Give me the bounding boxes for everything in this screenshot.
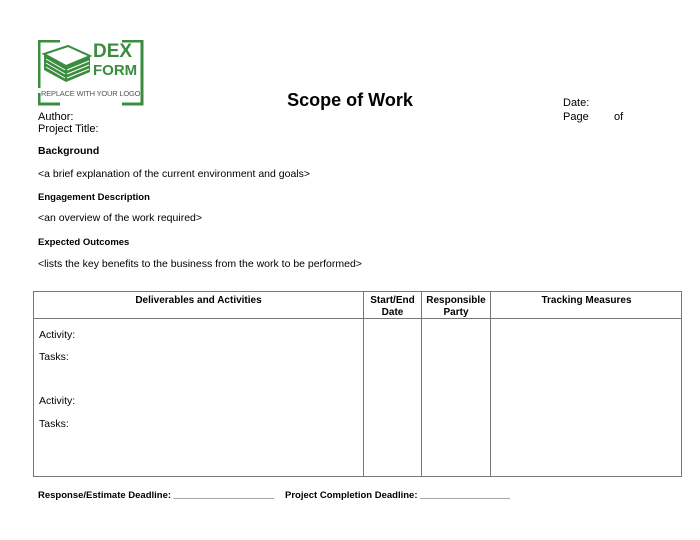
background-heading: Background: [38, 145, 100, 157]
paper-stack-icon: [44, 46, 90, 82]
logo-text-form: FORM: [93, 62, 138, 79]
header-party-line2: Party: [443, 307, 469, 318]
logo-text-dex: DEX: [93, 41, 133, 62]
activity-label: Activity:: [39, 395, 76, 407]
outcomes-text: <lists the key benefits to the business from the work to be performed>: [38, 258, 362, 270]
deliverables-table: [33, 291, 682, 477]
engagement-heading: Engagement Description: [38, 192, 150, 203]
table-divider: [421, 292, 422, 476]
table-divider: [363, 292, 364, 476]
outcomes-heading: Expected Outcomes: [38, 237, 130, 248]
project-title-label: Project Title:: [38, 123, 99, 135]
completion-deadline: Project Completion Deadline: _________________: [285, 490, 510, 501]
header-dates-line2: Date: [381, 307, 404, 318]
background-text: <a brief explanation of the current environment and goals>: [38, 168, 311, 180]
response-deadline: Response/Estimate Deadline: ___________________: [38, 490, 275, 501]
document-title: Scope of Work: [287, 90, 413, 110]
engagement-text: <an overview of the work required>: [38, 212, 203, 224]
header-deliverables: Deliverables and Activities: [135, 295, 262, 306]
header-dates-line1: Start/End: [370, 295, 415, 306]
table-header-divider: [34, 318, 681, 319]
logo-tagline: REPLACE WITH YOUR LOGO: [41, 89, 141, 98]
date-label: Date:: [563, 97, 590, 109]
tasks-label: Tasks:: [39, 418, 69, 430]
header-party-line1: Responsible: [426, 295, 486, 306]
header-start-end-date: [364, 295, 421, 319]
page-label: Page: [563, 111, 589, 123]
page-of-label: of: [614, 111, 624, 123]
header-tracking-measures: Tracking Measures: [541, 295, 632, 306]
header-responsible-party: [422, 295, 490, 319]
table-divider: [490, 292, 491, 476]
activity-label: Activity:: [39, 329, 76, 341]
author-label: Author:: [38, 111, 74, 123]
tasks-label: Tasks:: [39, 351, 69, 363]
